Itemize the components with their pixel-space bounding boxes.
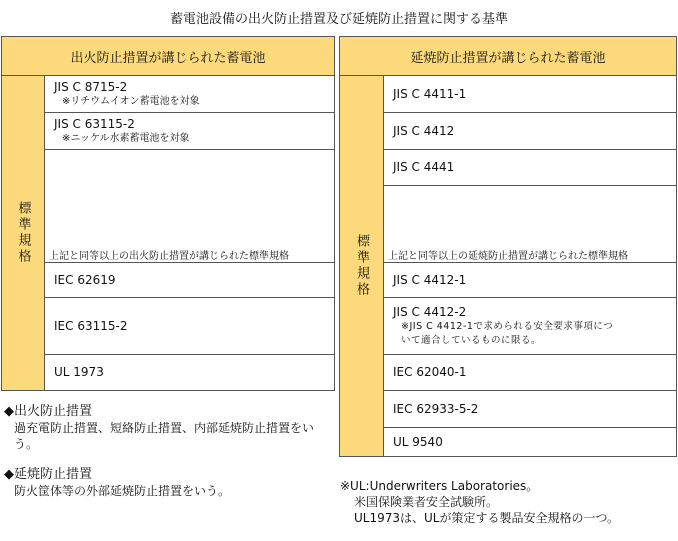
spread-prevention-note xyxy=(4,467,334,499)
right-equivalent-label: 上記と同等以上の延焼防止措置が講じられた標準規格 xyxy=(384,244,676,262)
spread-prevention-body: 防火筐体等の外部延焼防止措置をいう。 xyxy=(14,484,231,498)
left-standard-jis-c-63115-2: JIS C 63115-2 ※ニッケル水素蓄電池を対象 xyxy=(44,112,335,150)
left-standard-ul-1973: UL 1973 xyxy=(44,354,335,391)
right-standard-jis-c-4441: JIS C 4441 xyxy=(383,149,677,186)
ul-footnote-line3: UL1973は、ULが策定する製品安全規格の一つ。 xyxy=(354,511,619,525)
right-standard-jis-c-4412: JIS C 4412 xyxy=(383,112,677,150)
fire-prevention-body: 過充電防止措置、短絡防止措置、内部延焼防止措置をいう。 xyxy=(14,421,315,451)
right-standard-jis-c-4412-1: JIS C 4412-1 xyxy=(383,262,677,298)
right-panel-header xyxy=(339,36,677,76)
right-standard-jis-c-4411-1: JIS C 4411-1 xyxy=(383,75,677,113)
ul-footnote-line2: 米国保険業者安全試験所。 xyxy=(354,495,499,509)
fire-prevention-note xyxy=(4,404,334,452)
ul-footnote-line1: ※UL:Underwriters Laboratories。 xyxy=(340,479,539,493)
left-standard-jis-c-8715-2: JIS C 8715-2 ※リチウムイオン蓄電池を対象 xyxy=(44,75,335,113)
left-standard-iec-63115-2: IEC 63115-2 xyxy=(44,297,335,355)
left-side-label: 標準規格 xyxy=(1,75,45,391)
left-equivalent-label: 上記と同等以上の出火防止措置が講じられた標準規格 xyxy=(45,244,334,262)
spread-prevention-heading: ◆延焼防止措置 xyxy=(4,467,92,482)
right-header-text: 延焼防止措置が講じられた蓄電池 xyxy=(410,50,606,66)
ul-footnote xyxy=(340,478,676,526)
right-standard-jis-c-4412-2: JIS C 4412-2 ※JIS C 4412-1で求められる安全要求事項につ いて適合しているものに限る。 xyxy=(383,297,677,355)
fire-prevention-heading: ◆出火防止措置 xyxy=(4,404,92,419)
left-standard-iec-62619: IEC 62619 xyxy=(44,262,335,298)
right-standard-ul-9540: UL 9540 xyxy=(383,427,677,457)
page-title: 蓄電池設備の出火防止措置及び延焼防止措置に関する基準 xyxy=(169,12,508,27)
right-standard-iec-62933-5-2: IEC 62933-5-2 xyxy=(383,390,677,428)
left-header-text: 出火防止措置が講じられた蓄電池 xyxy=(70,50,266,66)
left-panel-header xyxy=(1,36,335,76)
right-standard-iec-62040-1: IEC 62040-1 xyxy=(383,354,677,391)
right-side-label: 標準規格 xyxy=(339,75,384,457)
